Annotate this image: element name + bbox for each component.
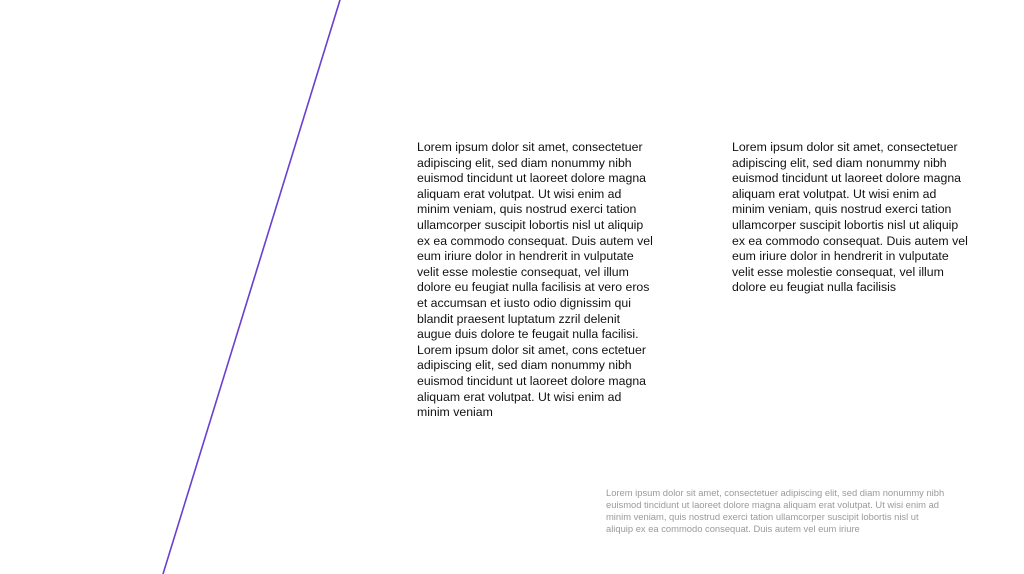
accent-line bbox=[163, 0, 340, 574]
footnote-text: Lorem ipsum dolor sit amet, consectetuer adipiscing elit, sed diam nonummy nibh euismod tincidunt ut laoreet dolore magna aliquam erat volutpat. Ut wisi enim ad minim veniam, quis nostrud exerci tation ullamcorper suscipit lobortis nisl ut aliquip ex ea commodo consequat. Duis autem vel eum iriure bbox=[606, 487, 945, 535]
right-text-column: Lorem ipsum dolor sit amet, consectetuer adipiscing elit, sed diam nonummy nibh euismod tincidunt ut laoreet dolore magna aliquam erat volutpat. Ut wisi enim ad minim veniam, quis nostrud exerci tation ullamcorper suscipit lobortis nisl ut aliquip ex ea commodo consequat. Duis autem vel eum iriure dolor in hendrerit in vulputate velit esse molestie consequat, vel illum dolore eu feugiat nulla facilisis bbox=[732, 140, 968, 295]
left-text-column: Lorem ipsum dolor sit amet, consectetuer adipiscing elit, sed diam nonummy nibh euismod tincidunt ut laoreet dolore magna aliquam erat volutpat. Ut wisi enim ad minim veniam, quis nostrud exerci tation ullamcorper suscipit lobortis nisl ut aliquip ex ea commodo consequat. Duis autem vel eum iriure dolor in hendrerit in vulputate velit esse molestie consequat, vel illum dolore eu feugiat nulla facilisis at vero eros et accumsan et iusto odio dignissim qui blandit praesent luptatum zzril delenit augue duis dolore te feugait nulla facilisi. Lorem ipsum dolor sit amet, cons ectetuer adipiscing elit, sed diam nonummy nibh euismod tincidunt ut laoreet dolore magna aliquam erat volutpat. Ut wisi enim ad minim veniam bbox=[417, 140, 653, 420]
